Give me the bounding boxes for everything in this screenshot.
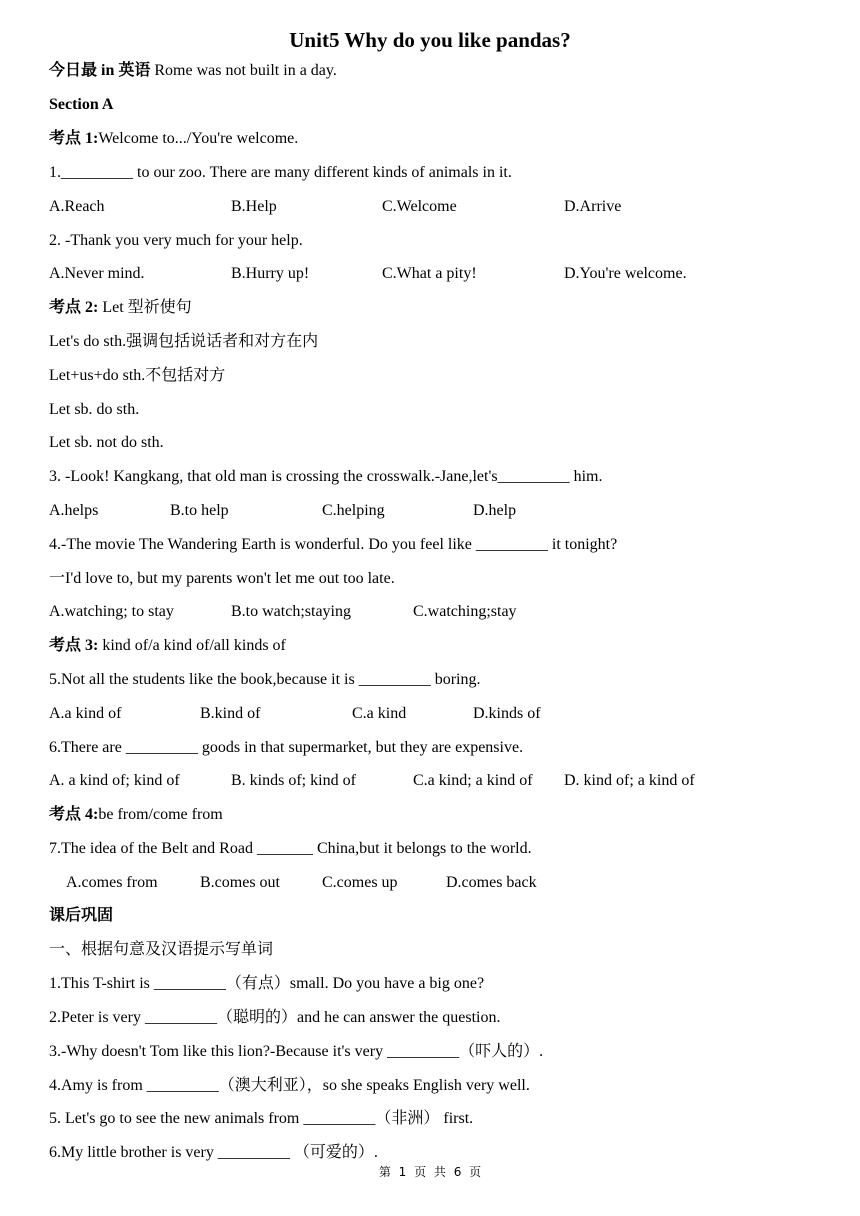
- kaodian-text: kind of/a kind of/all kinds of: [98, 637, 286, 654]
- question-4-reply: 一I'd love to, but my parents won't let me out too late.: [49, 570, 395, 587]
- question-7-options: [0, 873, 860, 893]
- option-a: A.helps: [49, 502, 99, 519]
- question-2-stem: 2. -Thank you very much for your help.: [49, 232, 303, 249]
- part-1-heading: 一、根据句意及汉语提示写单词: [49, 941, 274, 958]
- option-d: D.kinds of: [473, 705, 541, 722]
- kaodian-4: [49, 805, 223, 825]
- kaodian-text: Welcome to.../You're welcome.: [98, 130, 299, 147]
- option-a: A.watching; to stay: [49, 603, 174, 620]
- option-a: A.Never mind.: [49, 265, 145, 282]
- section-heading: Section A: [49, 96, 114, 113]
- fill-item-6: 6.My little brother is very _________ （可爱的）.: [49, 1144, 378, 1161]
- question-4-stem: 4.-The movie The Wandering Earth is wonderful. Do you feel like _________ it tonight?: [49, 536, 618, 553]
- question-7-stem: 7.The idea of the Belt and Road _______ China,but it belongs to the world.: [49, 840, 532, 857]
- option-a: A.a kind of: [49, 705, 122, 722]
- kaodian-label: 考点 1:: [49, 130, 99, 147]
- motto-line: [49, 61, 337, 81]
- kaodian-1: [49, 129, 298, 149]
- option-a: A.comes from: [66, 874, 158, 891]
- kaodian-text: be from/come from: [98, 806, 223, 823]
- question-1-stem: 1._________ to our zoo. There are many different kinds of animals in it.: [49, 164, 512, 181]
- motto-text: Rome was not built in a day.: [154, 62, 337, 79]
- option-b: B. kinds of; kind of: [231, 772, 356, 789]
- option-b: B.comes out: [200, 874, 280, 891]
- page-title: Unit5 Why do you like pandas?: [289, 28, 571, 52]
- question-6-options: [0, 771, 860, 791]
- option-c: C.helping: [322, 502, 385, 519]
- option-a: A.Reach: [49, 198, 105, 215]
- option-c: C.What a pity!: [382, 265, 477, 282]
- option-b: B.to watch;staying: [231, 603, 351, 620]
- option-d: D.comes back: [446, 874, 537, 891]
- option-b: B.Help: [231, 198, 277, 215]
- question-1-options: [0, 197, 860, 217]
- option-c: C.watching;stay: [413, 603, 517, 620]
- option-c: C.comes up: [322, 874, 398, 891]
- option-d: D.help: [473, 502, 517, 519]
- fill-item-4: 4.Amy is from _________（澳大利亚），so she speaks English very well.: [49, 1077, 530, 1094]
- let-note-1: Let's do sth.强调包括说话者和对方在内: [49, 333, 319, 350]
- kaodian-2: [49, 298, 192, 318]
- question-3-stem: 3. -Look! Kangkang, that old man is crossing the crosswalk.-Jane,let's_________ him.: [49, 468, 603, 485]
- kaodian-3: [49, 636, 286, 656]
- option-d: D. kind of; a kind of: [564, 772, 695, 789]
- option-d: D.Arrive: [564, 198, 622, 215]
- kaodian-label: 考点 3:: [49, 637, 99, 654]
- kaodian-label: 考点 2:: [49, 299, 99, 316]
- let-note-4: Let sb. not do sth.: [49, 434, 164, 451]
- kaodian-label: 考点 4:: [49, 806, 99, 823]
- question-3-options: [0, 501, 860, 521]
- question-4-options: [0, 602, 860, 622]
- page-footer: 第 1 页 共 6 页: [378, 1165, 482, 1179]
- fill-item-5: 5. Let's go to see the new animals from _________（非洲） first.: [49, 1110, 474, 1127]
- question-5-options: [0, 704, 860, 724]
- option-b: B.Hurry up!: [231, 265, 310, 282]
- question-2-options: [0, 264, 860, 284]
- question-5-stem: 5.Not all the students like the book,because it is _________ boring.: [49, 671, 481, 688]
- let-note-2: Let+us+do sth.不包括对方: [49, 367, 226, 384]
- homework-heading: 课后巩固: [49, 907, 114, 924]
- fill-item-1: 1.This T-shirt is _________（有点）small. Do you have a big one?: [49, 975, 485, 992]
- motto-label: 今日最 in 英语: [49, 62, 151, 79]
- option-c: C.a kind; a kind of: [413, 772, 533, 789]
- let-note-3: Let sb. do sth.: [49, 401, 140, 418]
- option-a: A. a kind of; kind of: [49, 772, 180, 789]
- option-b: B.kind of: [200, 705, 261, 722]
- option-d: D.You're welcome.: [564, 265, 687, 282]
- fill-item-3: 3.-Why doesn't Tom like this lion?-Because it's very _________（吓人的）.: [49, 1043, 544, 1060]
- option-b: B.to help: [170, 502, 229, 519]
- option-c: C.a kind: [352, 705, 407, 722]
- kaodian-text: Let 型祈使句: [98, 299, 192, 316]
- question-6-stem: 6.There are _________ goods in that supermarket, but they are expensive.: [49, 739, 524, 756]
- fill-item-2: 2.Peter is very _________（聪明的）and he can answer the question.: [49, 1009, 501, 1026]
- option-c: C.Welcome: [382, 198, 457, 215]
